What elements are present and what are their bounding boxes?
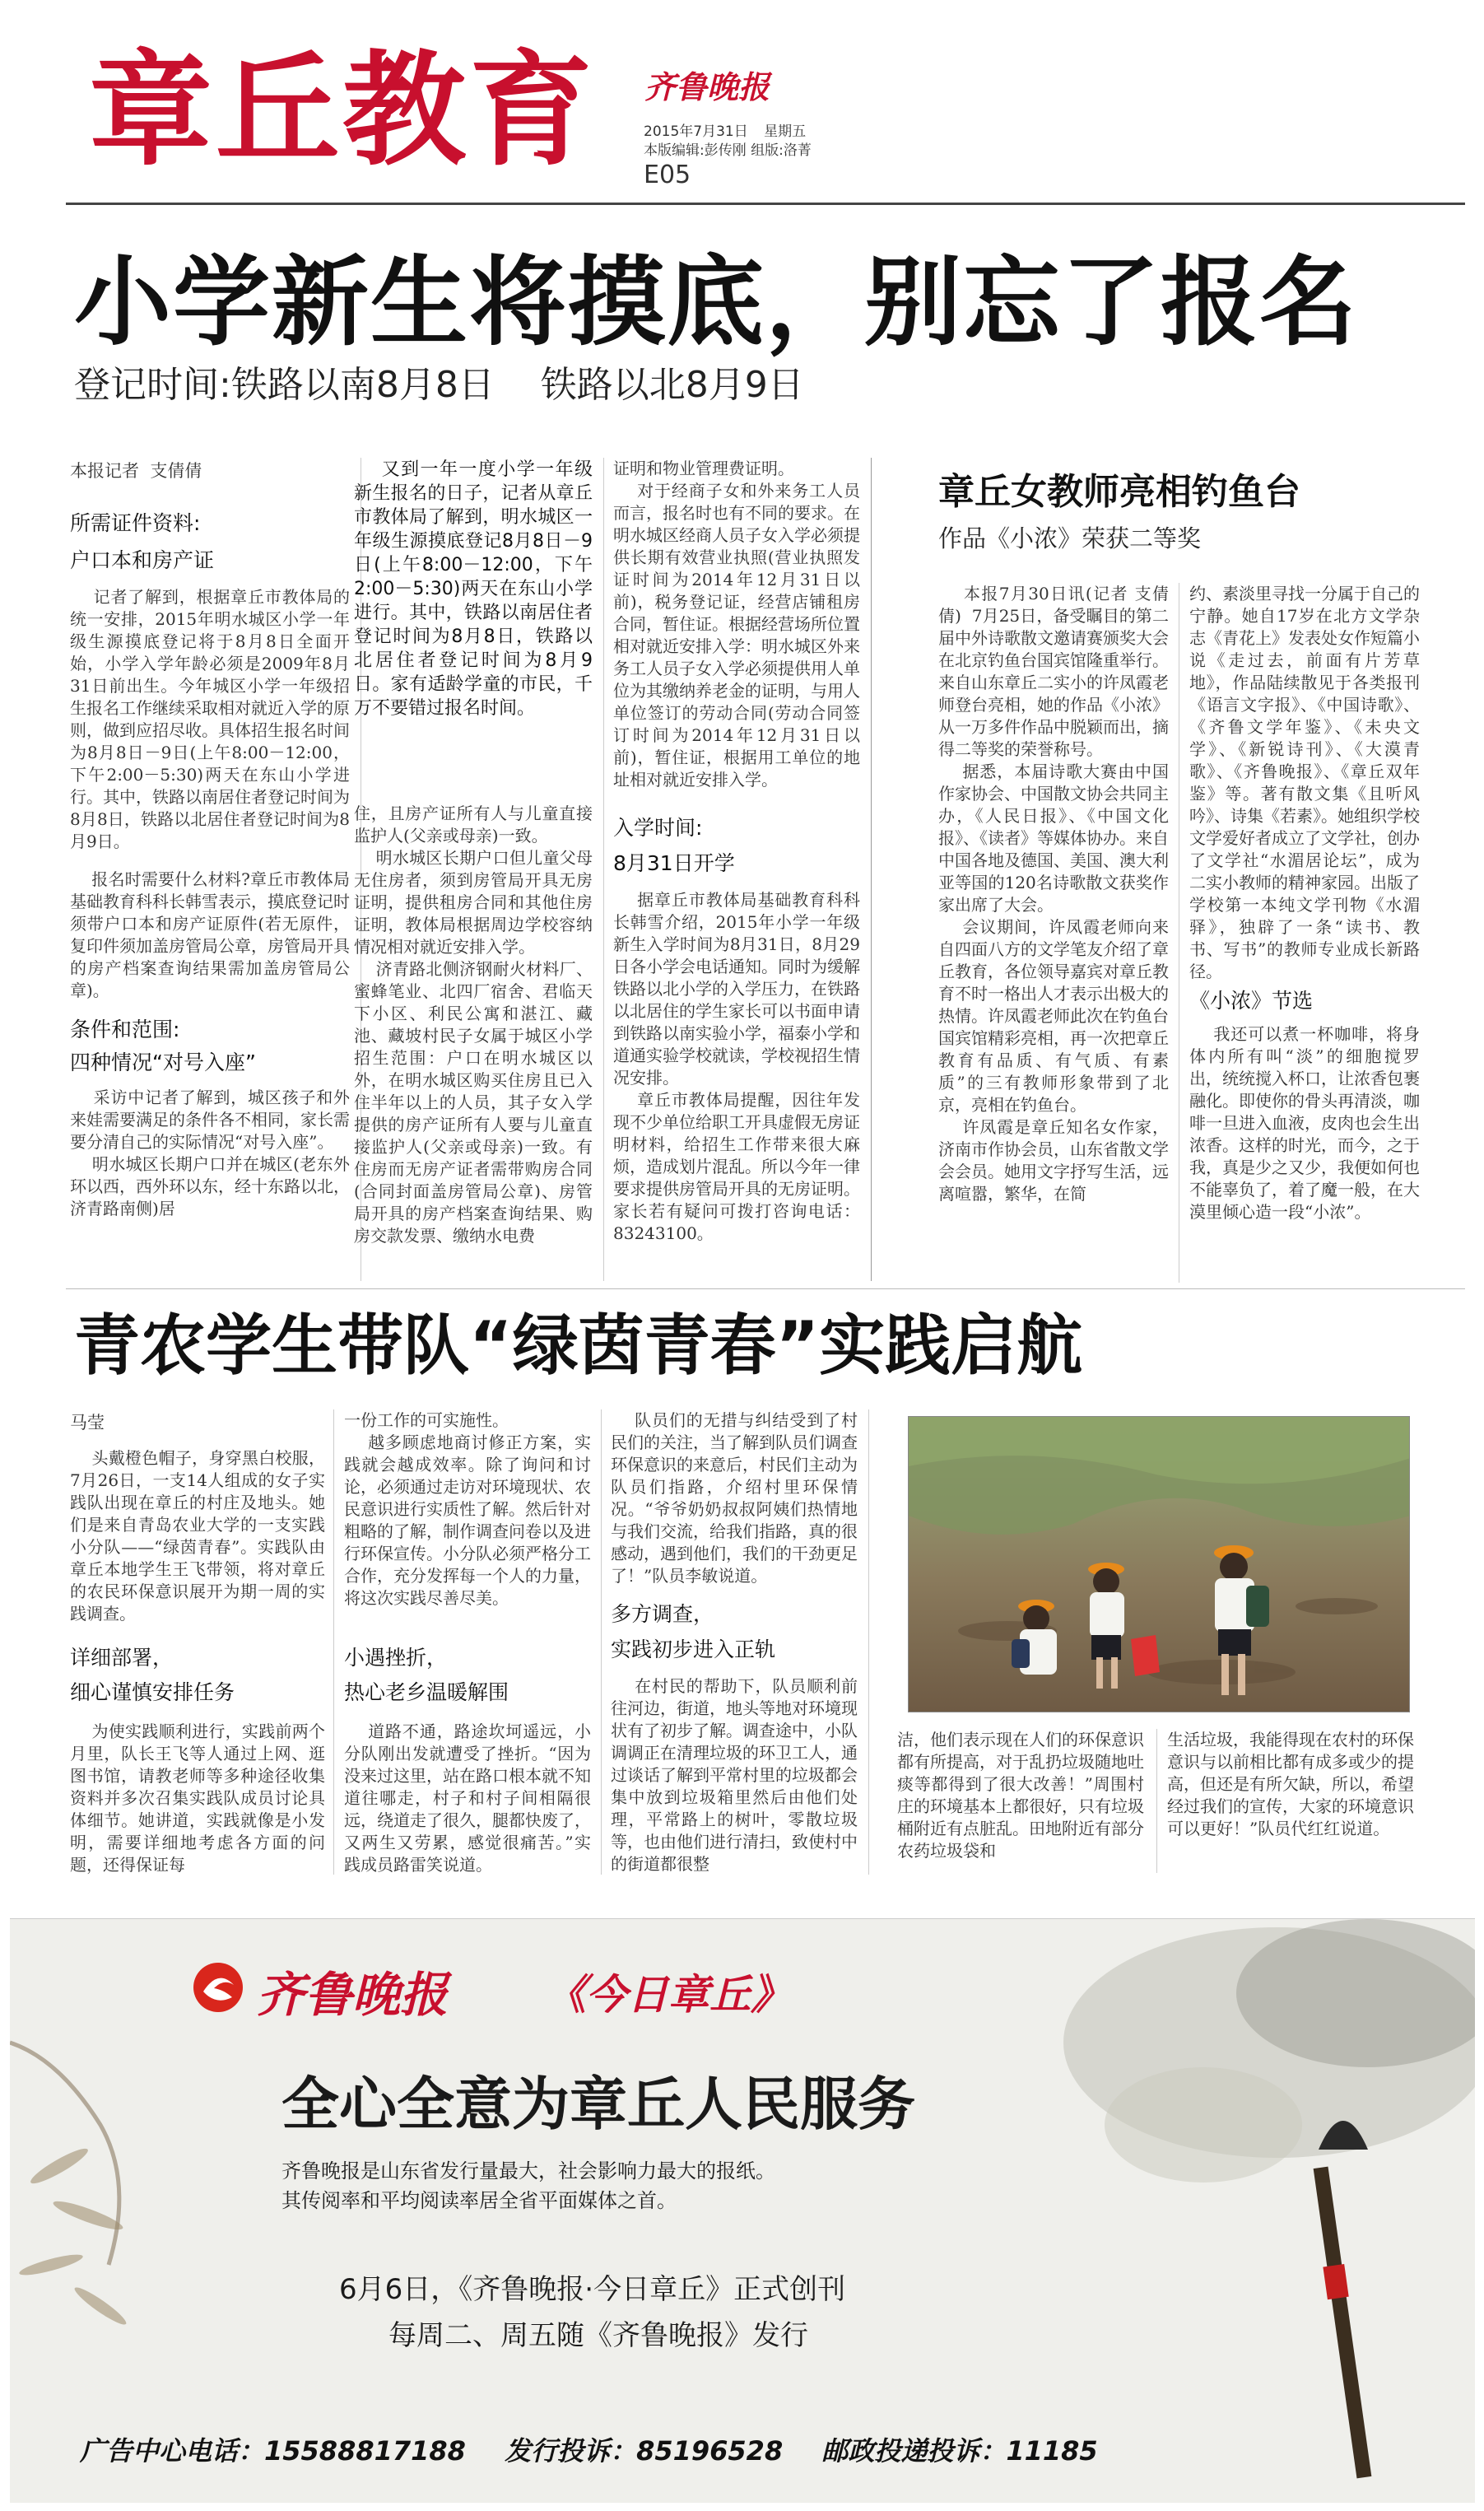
story1-lead-box — [346, 458, 593, 783]
story1-section2-subtitle: 四种情况“对号入座” — [70, 1051, 256, 1074]
calligraphy-brush-icon — [1314, 2121, 1372, 2478]
ad-distribution-complaint: 发行投诉：85196528 — [505, 2435, 784, 2467]
column-rule — [868, 1409, 869, 1875]
masthead-editors: 本版编辑:彭传刚 组版:洛菁 — [644, 142, 812, 159]
story2-col1: 本报7月30日讯(记者 支倩倩) 7月25日，备受瞩目的第二届中外诗歌散文邀请赛颁奖大会在北京钓鱼台国宾馆隆重举行。来自山东章丘二实小的许凤霞老师登台亮相，她的作品《小浓》从一万多件作品中脱颖而出，摘得二等奖的荣誉称号。 据悉，本届诗歌大赛由中国作家协会、中国散文协会共同主办，《人民日报》、《中国文化报》、《读者》等媒体协办。来自中国各地及德国、美国、澳大利亚等国的120名诗歌散文获奖作家出席了大会。 会议期间，许凤霞老师向来自四面八方的文学笔友介绍了章丘教育，各位领导嘉宾对章丘教育不时一格出人才表示出极大的热情。许凤霞老师此次在钓鱼台国宾馆精彩亮相，再一次把章丘教育有品质、有气质、有素质”的三有教师形象带到了北京，亮相在钓鱼台。 许凤霞是章丘知名女作家，济南市作协会员，山东省散文学会会员。她用文字抒写生活，远离喧嚣，繁华，在简 — [938, 584, 1169, 1204]
ad-line1: 齐鲁晚报是山东省发行量最大，社会影响力最大的报纸。 — [281, 2159, 775, 2183]
story3-col4: 洁，他们表示现在人们的环保意识都有所提高，对于乱扔垃圾随地吐痰等都得到了很大改善！”周围村庄的环境基本上都很好，只有垃圾桶附近有点脏乱。田地附近有部分农药垃圾袋和 — [897, 1730, 1144, 1861]
story3-headline: 青农学生带队“绿茵青春”实践启航 — [74, 1307, 1083, 1384]
story1-section1-subtitle: 户口本和房产证 — [70, 548, 215, 572]
ad-brand-sub: 《今日章丘》 — [545, 1970, 792, 2019]
masthead-date-line — [644, 119, 806, 140]
issue-date: 2015年7月31日 — [644, 123, 748, 140]
ad-postal-complaint: 邮政投递投诉：11185 — [821, 2435, 1098, 2467]
story1-col1-paragraph1: 记者了解到，根据章丘市教体局的统一安排，2015年明水城区小学一年级生源摸底登记将于8月8日全面开始，小学入学年龄必须是2009年8月31日前出生。今年城区小学一年级招生报名工作继续采取相对就近入学的原则，做到应招尽收。具体招生报名时间为8月8日－9日(上午8:00－12:00，下午2:00－5:30)两天在东山小学进行。其中，铁路以南居住者登记时间为8月8日，铁路以北居住者登记时间为8月9日。 — [70, 587, 350, 851]
ad-contact-line — [80, 2434, 1098, 2468]
qilu-evening-news-logo-icon — [191, 1960, 245, 2015]
advertisement-panel — [10, 1918, 1475, 2503]
column-rule — [603, 458, 604, 1281]
story1-headline: 小学新生将摸底，别忘了报名 — [74, 245, 1359, 359]
story2-headline: 章丘女教师亮相钓鱼台 — [938, 471, 1300, 513]
story3-section3-title: 多方调查， — [611, 1602, 714, 1626]
ad-phone: 广告中心电话：15588817188 — [80, 2435, 466, 2467]
ad-schedule: 每周二、周五随《齐鲁晚报》发行 — [388, 2319, 808, 2352]
story3-section2-subtitle: 热心老乡温暖解围 — [344, 1680, 509, 1704]
story3-col1-paragraph1: 头戴橙色帽子，身穿黑白校服，7月26日，一支14人组成的女子实践队出现在章丘的村庄及地头。她们是来自青岛农业大学的一支实践小分队——“绿茵青春”。实践队由章丘本地学生王飞带领，将对章丘的农民环保意识展开为期一周的实践调查。 — [70, 1448, 325, 1624]
story3-section2-title: 小遇挫折， — [344, 1646, 448, 1670]
story1-col1-paragraph3: 采访中记者了解到，城区孩子和外来娃需要满足的条件各不相同，家长需要分清自己的实际情况“对号入座”。 明水城区长期户口并在城区(老东外环以西，西外环以东，经十东路以北，济青路南侧)居 — [70, 1088, 350, 1218]
story3-section3-subtitle: 实践初步进入正轨 — [611, 1638, 776, 1661]
story2-excerpt: 我还可以煮一杯咖啡，将身体内所有叫“淡”的细胞搅罗出，统统搅入杯口，让浓香包裹融化。即使你的骨头再清淡，咖啡一旦进入血液，皮肉也会生出浓香。这样的时光，而今，之于我，真是少之又少，我便如何也不能辜负了，着了魔一般，在大漠里倾心造一段“小浓”。 — [1189, 1024, 1420, 1222]
story3-byline: 马莹 — [70, 1413, 105, 1433]
story3-col2-paragraph2: 道路不通，路途坎坷遥远，小分队刚出发就遭受了挫折。“因为没来过这里，站在路口根本就不知道往哪走，村子和村子间相隔很远，绕道走了很久，腿都快废了，又两生又劳累，感觉很痛苦。”实践成员路雷笑说道。 — [344, 1721, 591, 1875]
ad-brand: 齐鲁晚报 — [257, 1967, 449, 2023]
story3-col5: 生活垃圾，我能得现在农村的环保意识与以前相比都有成多或少的提高，但还是有所欠缺，所以，希望经过我们的宣传，大家的环境意识可以更好！”队员代红红说道。 — [1167, 1730, 1414, 1838]
ad-slogan: 全心全意为章丘人民服务 — [281, 2071, 915, 2138]
story1-section3-subtitle: 8月31日开学 — [613, 851, 735, 875]
story1-lead-text: 又到一年一度小学一年级新生报名的日子，记者从章丘市教体局了解到，明水城区一年级生源摸底登记8月8日－9日(上午8:00－12:00，下午2:00－5:30)两天在东山小学进行。其中，铁路以南居住者登记时间为8月8日，铁路以北居住者登记时间为8月9日。家有适龄学童的市民，千万不要错过报名时间。 — [354, 459, 593, 719]
column-rule — [1156, 1729, 1157, 1873]
ad-line2: 其传阅率和平均阅读率居全省平面媒体之首。 — [281, 2189, 677, 2212]
section-rule — [66, 1288, 1465, 1289]
story3-col1-paragraph2: 为使实践顺利进行，实践前两个月里，队长王飞等人通过上网、逛图书馆，请教老师等多种途径收集资料并多次召集实践队成员讨论具体细节。她讲道，实践就像是小发明，需要详细地考虑各方面的问题，还得保证每 — [70, 1721, 325, 1875]
story2-col2: 约、素淡里寻找一分属于自己的宁静。她自17岁在北方文学杂志《青花上》发表处女作短篇小说《走过去，前面有片芳草地》，作品陆续散见于各类报刊《语言文字报》、《中国诗歌》、《齐鲁文学年鉴》、《未央文学》、《新锐诗刊》、《大漠青歌》、《齐鲁晚报》、《章丘双年鉴》等。著有散文集《且听风吟》、诗集《若素》。她组织学校文学爱好者成立了文学社，创办了文学社“水湄居论坛”，成为二实小教师的精神家园。出版了学校第一本纯文学刊物《水湄驿》，独辟了一条“读书、教书、写书”的教师专业成长新路径。 — [1189, 584, 1420, 981]
story1-col3-paragraph2: 据章丘市教体局基础教育科科长韩雪介绍，2015年小学一年级新生入学时间为8月31日，8月29日各小学会电话通知。同时为缓解铁路以北小学的入学压力，在铁路以北居住的学生家长可以书面申请到铁路以南实验小学，福泰小学和道通实验学校就读，学校视招生情况安排。 章丘市教体局提醒，因往年发现不少单位给职工开具虚假无房证明材料，给招生工作带来很大麻烦，造成划片混乱。所以今年一律要求提供房管局开具的无房证明。家长若有疑问可拨打咨询电话：83243100。 — [613, 890, 860, 1243]
story1-col1-paragraph2: 报名时需要什么材料?章丘市教体局基础教育科科长韩雪表示，摸底登记时须带户口本和房产证原件(若无原件，复印件须加盖房管局公章，房管局开具的房产档案查询结果需加盖房管局公章)。 — [70, 869, 350, 1000]
story1-section1-title: 所需证件资料: — [70, 511, 201, 535]
story3-col3-paragraph1: 队员们的无措与纠结受到了村民们的关注，当了解到队员们调查环保意识的来意后，村民们主动为队员们指路，介绍村里环保情况。“爷爷奶奶叔叔阿姨们热情地与我们交流，给我们指路，真的很感动，遇到他们，我们的干劲更足了！”队员李敏说道。 — [611, 1410, 858, 1586]
photo-students-collecting-trash — [908, 1416, 1410, 1712]
story3-section1-subtitle: 细心谨慎安排任务 — [70, 1680, 235, 1704]
story1-section2-title: 条件和范围: — [70, 1018, 180, 1041]
story1-subhead: 登记时间:铁路以南8月8日 铁路以北8月9日 — [74, 364, 804, 406]
masthead-title: 章丘教育 — [89, 40, 597, 183]
story2-subhead: 作品《小浓》荣获二等奖 — [938, 524, 1202, 552]
masthead-brand-logo: 齐鲁晚报 — [644, 68, 770, 105]
story2-excerpt-title: 《小浓》节选 — [1189, 989, 1314, 1013]
column-rule — [333, 1409, 334, 1875]
column-rule — [601, 1409, 602, 1875]
masthead-rule — [66, 203, 1465, 205]
page-number: E05 — [644, 161, 691, 189]
story1-col2-paragraph: 住，且房产证所有人与儿童直接监护人(父亲或母亲)一致。 明水城区长期户口但儿童父母无住房者，须到房管局开具无房证明，提供租房合同和其他住房证明，教体局根据周边学校容纳情况相对就近安排入学。 济青路北侧济钢耐火材料厂、蜜蜂笔业、北四厂宿舍、君临天下小区、利民公寓和湛江、藏池、藏坡村民子女属于城区小学招生范围：户口在明水城区以外，在明水城区购买住房且已入住半年以上的人员，其子女入学提供的房产证所有人要与儿童直接监护人(父亲或母亲)一致。有住房而无房产证者需带购房合同(合同封面盖房管局公章)、房管局开具的房产档案查询结果、购房交款发票、缴纳水电费 — [354, 804, 593, 1246]
story1-col3-paragraph1: 证明和物业管理费证明。 对于经商子女和外来务工人员而言，报名时也有不同的要求。在明水城区经商人员子女入学必须提供长期有效营业执照(营业执照发证时间为2014年12月31日以前)，税务登记证，经营店铺租房合同，暂住证。根据经营场所位置相对就近安排入学：明水城区外来务工人员子女入学必须提供用人单位为其缴纳养老金的证明，与用人单位签订的劳动合同(劳动合同签订时间为2014年12月31日以前)，暂住证，根据用工单位的地址相对就近安排入学。 — [613, 459, 860, 790]
story1-byline: 本报记者 支倩倩 — [70, 461, 202, 481]
ad-launch: 6月6日，《齐鲁晚报·今日章丘》正式创刊 — [339, 2273, 846, 2306]
story3-col2-paragraph1: 一份工作的可实施性。 越多顾虑地商讨修正方案，实践就会越成效率。除了询问和讨论，必须通过走访对环境现状、农民意识进行实质性了解。然后针对粗略的了解，制作调查问卷以及进行环保宣传。小分队必须严格分工合作，充分发挥每一个人的力量，将这次实践尽善尽美。 — [344, 1410, 591, 1608]
story3-col3-paragraph2: 在村民的帮助下，队员顺利前往河边，街道，地头等地对环境现状有了初步了解。调查途中，小队调调正在清理垃圾的环卫工人，通过谈话了解到平常村里的垃圾都会集中放到垃圾箱里然后由他们处理，平常路上的树叶，零散垃圾等，也由他们进行清扫，致使村中的街道都很整 — [611, 1676, 858, 1874]
issue-weekday: 星期五 — [764, 123, 807, 140]
story3-section1-title: 详细部署， — [70, 1646, 174, 1670]
story1-section3-title: 入学时间: — [613, 816, 703, 840]
column-rule — [871, 458, 872, 1281]
